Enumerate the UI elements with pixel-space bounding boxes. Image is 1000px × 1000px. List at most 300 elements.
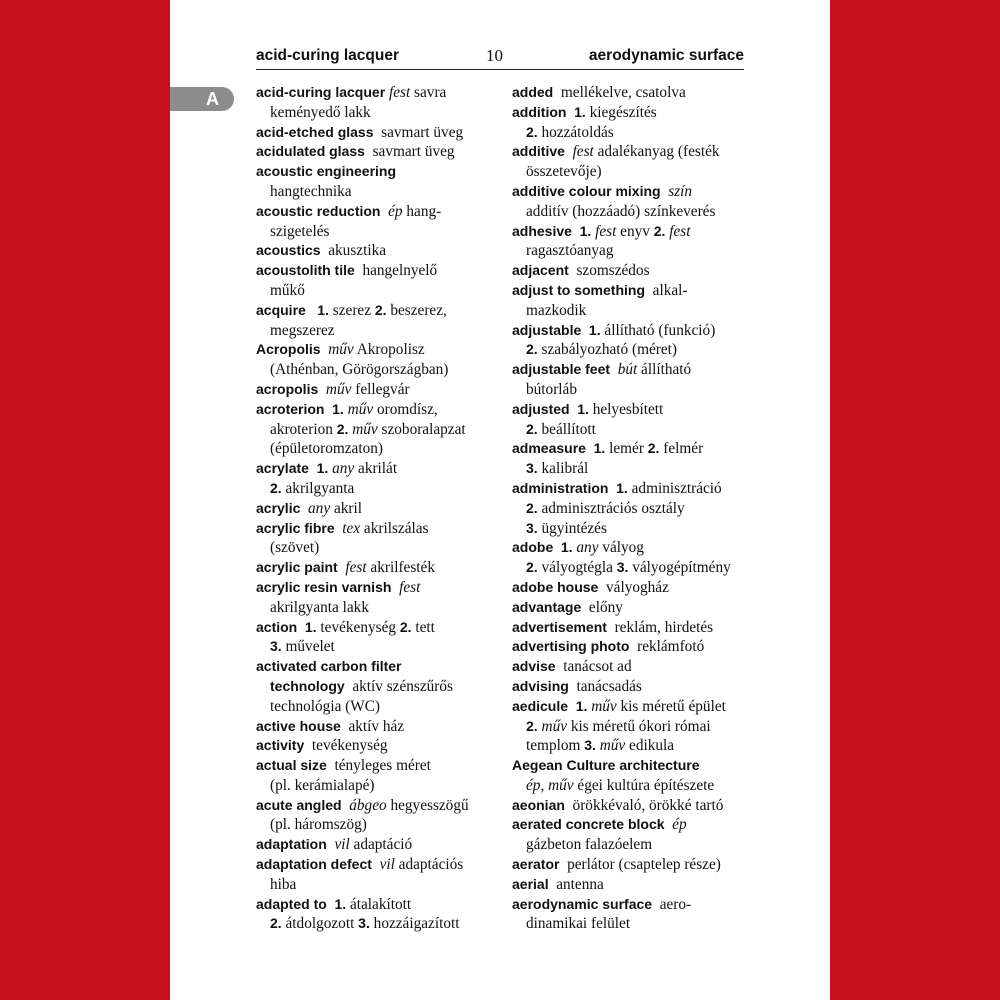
translation: mazkodik xyxy=(526,301,587,319)
translation: adminisztráció xyxy=(627,479,722,497)
headword: 3. xyxy=(270,638,282,655)
field-label: műv xyxy=(347,400,374,418)
entry-line xyxy=(512,697,752,717)
entry-line xyxy=(256,202,492,222)
headword: acrylate xyxy=(256,460,309,477)
translation: kiegészítés xyxy=(585,103,657,121)
entry-line xyxy=(512,400,752,420)
entry-line xyxy=(512,895,752,915)
headword: 2. xyxy=(526,123,538,140)
headword: advising xyxy=(512,677,569,694)
headword: 2. xyxy=(526,420,538,437)
headword: 2. xyxy=(270,479,282,496)
translation: hangtechnika xyxy=(270,182,352,200)
entry-continuation-line xyxy=(512,202,752,222)
translation xyxy=(372,856,380,873)
headword: active house xyxy=(256,717,341,734)
entry-continuation-line xyxy=(512,736,752,756)
entry-line xyxy=(256,657,492,677)
entry-line xyxy=(256,400,492,420)
headword: acquire xyxy=(256,301,306,318)
translation: additív (hozzáadó) színkeverés xyxy=(526,202,716,220)
headword: aerator xyxy=(512,856,560,873)
headword: adjusted xyxy=(512,400,570,417)
entry-line xyxy=(512,598,752,618)
translation xyxy=(391,579,399,596)
entry-line xyxy=(512,796,752,816)
translation: hegyesszögű xyxy=(386,796,469,814)
translation xyxy=(553,539,561,556)
headword: advertising photo xyxy=(512,638,630,655)
translation: adalékanyag (festék xyxy=(593,143,720,161)
entry-line xyxy=(256,618,492,638)
entry-continuation-line xyxy=(256,637,492,657)
headword: 2. xyxy=(336,420,349,437)
headword: 1. xyxy=(316,460,329,477)
translation: akrilgyanta lakk xyxy=(270,598,369,616)
translation: szomszédos xyxy=(568,262,650,280)
headword: acrylic paint xyxy=(256,559,338,576)
field-label: fest xyxy=(595,222,617,240)
translation: lemér xyxy=(605,440,648,458)
translation: kis méretű épület xyxy=(616,697,726,715)
headword: adapted to xyxy=(256,895,327,912)
entry-continuation-line xyxy=(256,598,492,618)
headword: adjust to something xyxy=(512,281,645,298)
field-label: fest xyxy=(572,143,594,161)
translation: oromdísz, xyxy=(373,400,438,418)
entry-continuation-line xyxy=(256,479,492,499)
headword: acoustics xyxy=(256,242,321,259)
entry-line xyxy=(256,558,492,578)
translation: beszerez, xyxy=(386,301,447,319)
entry-continuation-line xyxy=(512,340,752,360)
translation: templom xyxy=(526,737,585,755)
translation: vályogtégla xyxy=(537,559,617,577)
entry-line xyxy=(512,321,752,341)
headword: 1. xyxy=(574,103,586,120)
translation: akrilát xyxy=(354,460,398,478)
entry-line xyxy=(256,241,492,261)
entry-line xyxy=(256,855,492,875)
headword: aedicule xyxy=(512,697,569,714)
entry-line xyxy=(256,519,492,539)
entry-line xyxy=(512,637,752,657)
translation: vályog xyxy=(598,539,644,557)
translation: előny xyxy=(581,598,623,616)
translation: műkő xyxy=(270,281,305,299)
entry-continuation-line xyxy=(256,222,492,242)
entry-continuation-line xyxy=(256,439,492,459)
headword: 3. xyxy=(584,737,596,754)
translation: hangelnyelő xyxy=(354,262,438,280)
field-label: műv xyxy=(325,380,352,398)
translation: vályogépítmény xyxy=(628,559,731,577)
headword: advertisement xyxy=(512,618,607,635)
translation: adaptációs xyxy=(394,856,464,874)
headword: 2. xyxy=(647,440,660,457)
headword: adobe house xyxy=(512,578,599,595)
translation xyxy=(309,460,317,477)
translation: keményedő lakk xyxy=(270,103,371,121)
translation: akrilgyanta xyxy=(281,479,355,497)
headword: advise xyxy=(512,658,556,675)
headword: 1. xyxy=(616,479,628,496)
translation: megszerez xyxy=(270,321,335,339)
translation xyxy=(380,203,388,220)
translation: égei kultúra építészete xyxy=(573,776,715,794)
headword: adaptation defect xyxy=(256,856,372,873)
entry-continuation-line xyxy=(512,835,752,855)
headword: acoustic reduction xyxy=(256,202,381,219)
entry-line xyxy=(256,756,492,776)
entry-line xyxy=(512,360,752,380)
entry-continuation-line xyxy=(512,717,752,737)
translation: akusztika xyxy=(320,242,387,260)
headword: acid-etched glass xyxy=(256,123,374,140)
headword: acoustic engineering xyxy=(256,163,397,180)
translation: (szövet) xyxy=(270,539,320,557)
translation: enyv xyxy=(616,222,654,240)
translation: állítható (funkció) xyxy=(600,321,716,339)
translation: tevékenység xyxy=(316,618,400,636)
entry-line xyxy=(512,657,752,677)
entry-line xyxy=(512,83,752,103)
page-number: 10 xyxy=(486,46,503,65)
entry-line xyxy=(256,162,492,182)
right-column xyxy=(512,83,752,934)
entry-continuation-line xyxy=(256,182,492,202)
entry-line xyxy=(512,618,752,638)
entry-continuation-line xyxy=(512,380,752,400)
entry-continuation-line xyxy=(512,558,752,578)
translation: tevékenység xyxy=(304,737,388,755)
headword: 2. xyxy=(374,301,387,318)
field-label: ép xyxy=(672,816,687,834)
entry-continuation-line xyxy=(256,420,492,440)
translation: reklámfotó xyxy=(629,638,705,656)
translation: alkal- xyxy=(645,281,688,299)
entry-line xyxy=(256,717,492,737)
translation: tett xyxy=(411,618,435,636)
headword: 1. xyxy=(579,222,592,239)
translation: bútorláb xyxy=(526,380,577,398)
headword: acoustolith tile xyxy=(256,262,355,279)
headword: acrylic resin varnish xyxy=(256,578,392,595)
headword: addition xyxy=(512,103,567,120)
headword: additive xyxy=(512,143,565,160)
entry-continuation-line xyxy=(512,914,752,934)
field-label: any xyxy=(332,460,355,478)
entry-line xyxy=(256,835,492,855)
entry-line xyxy=(512,261,752,281)
translation xyxy=(586,440,594,457)
running-head-last-entry: aerodynamic surface xyxy=(588,47,744,64)
translation xyxy=(608,480,616,497)
translation: szigetelés xyxy=(270,222,330,240)
translation xyxy=(297,619,305,636)
entry-line xyxy=(512,281,752,301)
entry-continuation-line xyxy=(256,815,492,835)
entry-continuation-line xyxy=(512,162,752,182)
headword: aerodynamic surface xyxy=(512,895,653,912)
entry-line xyxy=(512,756,752,776)
entry-line xyxy=(256,123,492,143)
translation: (pl. háromszög) xyxy=(270,816,367,834)
entry-continuation-line xyxy=(512,519,752,539)
entry-continuation-line xyxy=(256,538,492,558)
translation: tanácsadás xyxy=(568,677,642,695)
translation xyxy=(566,104,574,121)
translation: kis méretű ókori római xyxy=(567,717,711,735)
translation: mellékelve, csatolva xyxy=(553,84,686,101)
translation: aero- xyxy=(652,895,692,913)
headword: 1. xyxy=(577,400,589,417)
entry-line xyxy=(512,578,752,598)
translation xyxy=(565,143,573,160)
entry-continuation-line xyxy=(512,123,752,143)
headword: 1. xyxy=(332,400,344,417)
headword: 3. xyxy=(616,559,629,576)
translation: beállított xyxy=(537,420,596,438)
translation: állítható xyxy=(637,361,692,379)
headword: 2. xyxy=(526,717,538,734)
headword: action xyxy=(256,618,298,635)
field-label: any xyxy=(576,539,599,557)
entry-continuation-line xyxy=(512,459,752,479)
entry-line xyxy=(512,182,752,202)
field-label: műv xyxy=(352,420,378,438)
headword: acropolis xyxy=(256,380,319,397)
running-head xyxy=(256,45,744,70)
translation: fellegvár xyxy=(351,380,410,398)
entry-continuation-line xyxy=(512,499,752,519)
headword: acid-curing lacquer xyxy=(256,84,386,100)
headword: 2. xyxy=(526,341,538,358)
headword: 2. xyxy=(526,499,538,516)
headword: 2. xyxy=(270,915,282,932)
translation: szabályozható (méret) xyxy=(537,341,677,359)
translation xyxy=(324,401,332,418)
translation: szoboralapzat xyxy=(377,420,466,438)
translation: (pl. kerámialapé) xyxy=(270,776,375,794)
headword: aerial xyxy=(512,875,549,892)
field-label: ép xyxy=(388,202,403,220)
entry-line xyxy=(512,538,752,558)
headword: 3. xyxy=(526,519,538,536)
headword: adaptation xyxy=(256,836,327,853)
entry-line xyxy=(512,222,752,242)
headword: activity xyxy=(256,737,305,754)
entry-line xyxy=(256,301,492,321)
entry-line xyxy=(256,895,492,915)
field-label: fest xyxy=(345,559,367,577)
headword: additive colour mixing xyxy=(512,182,661,199)
headword: 1. xyxy=(304,618,317,635)
translation: kalibrál xyxy=(537,460,589,478)
entry-continuation-line xyxy=(256,321,492,341)
entry-continuation-line xyxy=(256,103,492,123)
translation xyxy=(581,322,589,339)
translation: vályogház xyxy=(598,578,669,596)
translation: szerez xyxy=(328,301,375,319)
field-label: fest xyxy=(399,578,421,596)
entry-line xyxy=(512,875,752,895)
headword: 2. xyxy=(653,222,666,239)
field-label: műv xyxy=(541,717,568,735)
translation: átalakított xyxy=(346,895,412,913)
headword: 1. xyxy=(588,321,601,338)
translation: dinamikai felület xyxy=(526,915,631,933)
field-label: műv xyxy=(599,737,626,755)
headword: admeasure xyxy=(512,440,586,457)
translation: (épületoromzaton) xyxy=(270,440,383,458)
translation: ügyintézés xyxy=(537,519,607,537)
headword: technology xyxy=(270,677,345,694)
translation: akrilfesték xyxy=(366,559,435,577)
entry-line xyxy=(256,459,492,479)
entry-line xyxy=(512,142,752,162)
translation xyxy=(610,361,618,378)
headword: adhesive xyxy=(512,222,572,239)
field-label: műv xyxy=(328,341,354,359)
entry-continuation-line xyxy=(256,360,492,380)
headword: 2. xyxy=(399,618,412,635)
headword: aeonian xyxy=(512,796,565,813)
translation: savmart üveg xyxy=(373,123,464,141)
translation: technológia (WC) xyxy=(270,697,381,715)
translation: (Athénban, Görögországban) xyxy=(270,361,449,379)
headword: acute angled xyxy=(256,796,342,813)
translation: felmér xyxy=(659,440,704,458)
translation: tényleges méret xyxy=(326,757,431,775)
translation: örökkévaló, örökké tartó xyxy=(564,796,724,814)
headword: 1. xyxy=(560,539,573,556)
field-label: vil xyxy=(334,836,350,854)
entry-line xyxy=(512,677,752,697)
translation: összetevője) xyxy=(526,163,602,181)
field-label: ábgeo xyxy=(349,796,387,814)
translation: antenna xyxy=(548,875,604,893)
thumb-index-tab[interactable] xyxy=(170,87,234,111)
entry-line xyxy=(512,439,752,459)
translation: hozzátoldás xyxy=(537,123,614,141)
entry-line xyxy=(256,578,492,598)
translation xyxy=(318,381,326,398)
entry-line xyxy=(256,736,492,756)
left-column xyxy=(256,83,492,934)
field-label: műv xyxy=(591,697,617,715)
field-label: vil xyxy=(379,856,395,874)
field-label: any xyxy=(308,499,331,517)
translation: hang- xyxy=(402,202,442,220)
translation: aktív ház xyxy=(340,717,405,735)
translation: savmart üveg xyxy=(364,143,455,161)
translation xyxy=(306,302,317,319)
translation: perlátor (csaptelep része) xyxy=(559,856,721,874)
translation: edikula xyxy=(625,737,675,755)
translation: aktív szénszűrős xyxy=(344,677,453,695)
entry-line xyxy=(256,261,492,281)
translation xyxy=(300,500,308,517)
headword: acrylic xyxy=(256,499,301,516)
translation: helyesbített xyxy=(588,400,664,418)
headword: 1. xyxy=(334,895,347,912)
headword: actual size xyxy=(256,757,327,774)
entry-line xyxy=(512,479,752,499)
entry-line xyxy=(256,499,492,519)
headword: Acropolis xyxy=(256,341,321,358)
entry-continuation-line xyxy=(256,281,492,301)
translation: Akropolisz xyxy=(353,341,425,359)
entry-continuation-line xyxy=(256,875,492,895)
headword: adjustable feet xyxy=(512,361,611,378)
translation xyxy=(572,223,580,240)
entry-line xyxy=(256,380,492,400)
translation: savra xyxy=(410,84,447,101)
thumb-index-letter: A xyxy=(206,89,219,109)
headword: adjacent xyxy=(512,262,569,279)
translation: tanácsot ad xyxy=(555,658,632,676)
field-label: fest xyxy=(669,222,691,240)
headword: acidulated glass xyxy=(256,143,365,160)
entry-line xyxy=(512,815,752,835)
translation: akroterion xyxy=(270,420,337,438)
headword: acroterion xyxy=(256,400,325,417)
translation: ragasztóanyag xyxy=(526,242,614,260)
translation: átdolgozott xyxy=(281,915,359,933)
entry-continuation-line xyxy=(256,914,492,934)
translation: művelet xyxy=(281,638,335,656)
headword: activated carbon filter xyxy=(256,658,402,675)
entry-continuation-line xyxy=(512,301,752,321)
headword: acrylic fibre xyxy=(256,519,335,536)
entry-continuation-line xyxy=(256,776,492,796)
entry-line xyxy=(512,855,752,875)
entry-line xyxy=(256,340,492,360)
entry-line xyxy=(512,103,752,123)
headword: advantage xyxy=(512,598,582,615)
field-label: fest xyxy=(388,84,411,101)
headword: 3. xyxy=(526,460,538,477)
field-label: bút xyxy=(617,361,638,379)
translation: hozzáigazított xyxy=(369,915,460,933)
entry-continuation-line xyxy=(512,241,752,261)
translation: akril xyxy=(330,499,362,517)
translation: hiba xyxy=(270,875,297,893)
entry-continuation-line xyxy=(256,677,492,697)
field-label: szín xyxy=(668,182,693,200)
translation xyxy=(568,698,576,715)
translation: adaptáció xyxy=(349,836,413,854)
translation: adminisztrációs osztály xyxy=(537,499,685,517)
headword: aerated concrete block xyxy=(512,816,665,833)
headword: 2. xyxy=(526,559,538,576)
entry-line xyxy=(256,142,492,162)
headword: added xyxy=(512,84,554,100)
field-label: ép, műv xyxy=(526,776,574,794)
field-label: tex xyxy=(342,519,361,537)
running-head-first-entry: acid-curing lacquer xyxy=(256,47,399,64)
translation: akrilszálas xyxy=(360,519,429,537)
translation: reklám, hirdetés xyxy=(606,618,714,636)
headword: adobe xyxy=(512,539,554,556)
entry-continuation-line xyxy=(512,776,752,796)
entry-line xyxy=(256,83,492,103)
entry-continuation-line xyxy=(512,420,752,440)
headword: administration xyxy=(512,479,609,496)
entry-line xyxy=(256,796,492,816)
